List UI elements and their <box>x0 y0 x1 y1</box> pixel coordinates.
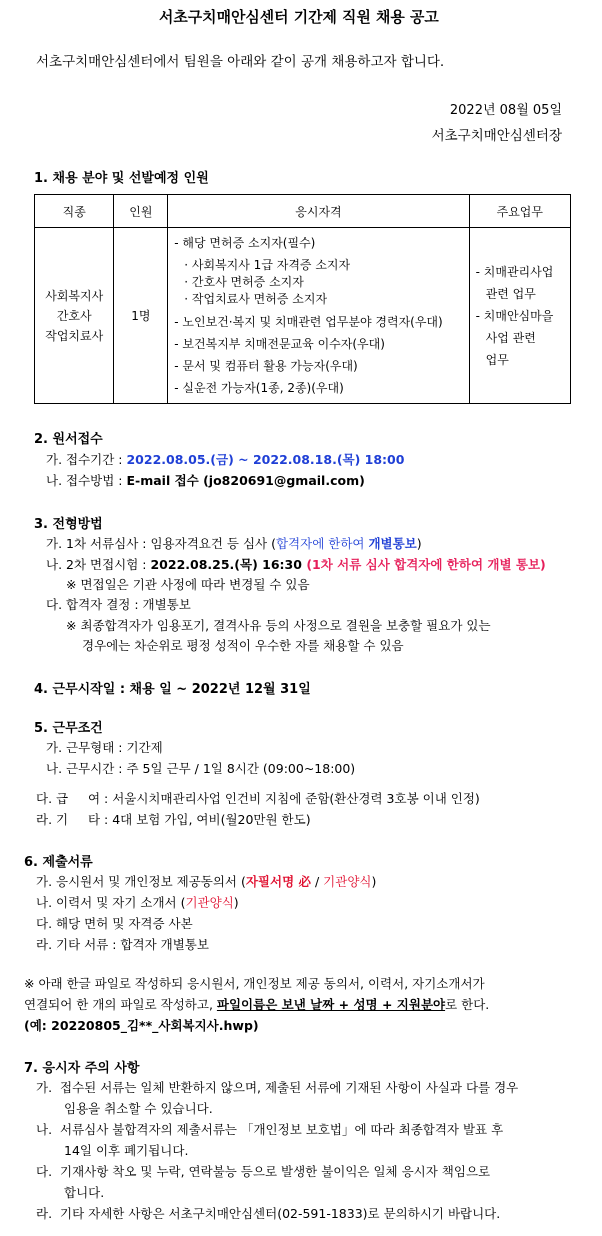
qualification-item: · 작업치료사 면허증 소지자 <box>184 292 328 306</box>
section-3-heading: 3. 전형방법 <box>34 517 103 532</box>
caution-3: 다. 기재사항 착오 및 누락, 연락불능 등으로 발생한 불이익은 일체 응시자 책임으로 <box>36 1164 491 1179</box>
file-note-1: ※ 아래 한글 파일로 작성하되 응시원서, 개인정보 제공 동의서, 이력서, 자기소개서가 <box>24 976 485 991</box>
table-header-row <box>35 195 571 228</box>
qualification-item: - 보건복지부 치매전문교육 이수자(우대) <box>174 337 385 351</box>
receipt-method <box>46 471 365 489</box>
table-row <box>35 228 571 404</box>
doc-license: 다. 해당 면허 및 자격증 사본 <box>36 916 193 931</box>
qualification-item: · 간호사 면허증 소지자 <box>184 275 304 289</box>
caution-3-cont: 합니다. <box>64 1185 105 1200</box>
job-cell <box>35 228 114 404</box>
job-item: 작업치료사 <box>45 328 104 343</box>
receipt-period-value: 2022.08.05.(금) ~ 2022.08.18.(목) 18:00 <box>126 452 405 467</box>
announcement-date: 2022년 08월 05일 <box>449 103 562 118</box>
doc-application <box>36 872 376 890</box>
work-type: 가. 근무형태 : 기간제 <box>46 740 163 755</box>
header-qualification: 응시자격 <box>168 195 469 228</box>
count-cell: 1명 <box>114 228 168 404</box>
caution-4: 라. 기타 자세한 사항은 서초구치매안심센터(02-591-1833)로 문의하시기 바랍니다. <box>36 1206 501 1221</box>
final-pass-note-cont: 경우에는 차순위로 평정 성적이 우수한 자를 채용할 수 있음 <box>82 638 404 653</box>
file-name-example: (예: 20220805_김**_사회복지사.hwp) <box>24 1018 259 1033</box>
qualification-cell <box>168 228 469 404</box>
doc-application-text: 가. 응시원서 및 개인정보 제공동의서 ( <box>36 874 246 889</box>
section-7-heading: 7. 응시자 주의 사항 <box>24 1061 140 1076</box>
screening-step-2-text: 나. 2차 면접시험 : <box>46 557 151 572</box>
header-duty: 주요업무 <box>469 195 570 228</box>
file-name-rule: 파일이름은 보낸 날짜 + 성명 + 지원분야 <box>216 997 446 1012</box>
interview-note: ※ 면접일은 기관 사정에 따라 변경될 수 있음 <box>66 577 310 592</box>
header-job: 직종 <box>35 195 114 228</box>
file-note-2-end: 로 한다. <box>445 997 490 1012</box>
caution-1: 가. 접수된 서류는 일체 반환하지 않으며, 제출된 서류에 기재된 사항이 사실과 다를 경우 <box>36 1080 519 1095</box>
receipt-period-label: 가. 접수기간 : <box>46 452 127 467</box>
duty-item: 사업 관련 <box>485 330 536 345</box>
duty-item: - 치매관리사업 <box>475 264 554 279</box>
screening-step-1-close: ) <box>416 536 422 551</box>
qualification-item: - 해당 면허증 소지자(필수) <box>174 236 316 250</box>
institution-form-2: 기관양식 <box>185 895 234 910</box>
doc-resume-close: ) <box>233 895 239 910</box>
other-conditions: 라. 기 타 : 4대 보험 가입, 여비(월20만원 한도) <box>36 812 311 827</box>
final-pass-note: ※ 최종합격자가 임용포기, 결격사유 등의 사정으로 결원을 보충할 필요가 있는 <box>66 618 491 633</box>
section-5-heading: 5. 근무조건 <box>34 721 103 736</box>
doc-other: 라. 기타 서류 : 합격자 개별통보 <box>36 937 209 952</box>
salary: 다. 급 여 : 서울시치매관리사업 인건비 지침에 준함(환산경력 3호봉 이내 인정) <box>36 791 480 806</box>
screening-step-1-note: 합격자에 한하여 <box>275 536 369 551</box>
doc-resume-text: 나. 이력서 및 자기 소개서 ( <box>36 895 186 910</box>
header-count: 인원 <box>114 195 168 228</box>
screening-step-1-notify: 개별통보 <box>368 536 417 551</box>
receipt-method-label: 나. 접수방법 : <box>46 473 127 488</box>
screening-step-1-text: 가. 1차 서류심사 : 임용자격요건 등 심사 ( <box>46 536 276 551</box>
caution-2-cont: 14일 이후 폐기됩니다. <box>64 1143 189 1158</box>
signature-required: 자필서명 必 <box>245 874 311 889</box>
recruitment-table <box>34 194 571 404</box>
duty-item: - 치매안심마을 <box>475 308 554 323</box>
qualification-item: - 노인보건·복지 및 치매관련 업무분야 경력자(우대) <box>174 315 443 329</box>
doc-resume <box>36 893 239 911</box>
file-note-2 <box>24 995 489 1013</box>
job-item: 간호사 <box>56 308 92 323</box>
duty-item: 관련 업무 <box>485 286 536 301</box>
page-title: 서초구치매안심센터 기간제 직원 채용 공고 <box>159 8 439 26</box>
doc-application-close: ) <box>371 874 377 889</box>
institution-form-1: 기관양식 <box>323 874 372 889</box>
screening-step-3: 다. 합격자 결정 : 개별통보 <box>46 597 191 612</box>
caution-2: 나. 서류심사 불합격자의 제출서류는 「개인정보 보호법」에 따라 최종합격자 발표 후 <box>36 1122 504 1137</box>
section-2-heading: 2. 원서접수 <box>34 432 103 447</box>
receipt-method-value: E-mail 접수 (jo820691@gmail.com) <box>126 473 365 488</box>
qualification-item: - 실운전 가능자(1종, 2종)(우대) <box>174 381 344 395</box>
interview-datetime: 2022.08.25.(목) 16:30 <box>150 557 307 572</box>
receipt-period <box>46 450 404 468</box>
section-1-heading: 1. 채용 분야 및 선발예정 인원 <box>34 171 209 186</box>
caution-1-cont: 임용을 취소할 수 있습니다. <box>64 1101 213 1116</box>
doc-application-sep: / <box>311 874 324 889</box>
section-6-heading: 6. 제출서류 <box>24 855 93 870</box>
section-4-heading: 4. 근무시작일 : 채용 일 ~ 2022년 12월 31일 <box>34 682 311 697</box>
duty-item: 업무 <box>485 352 509 367</box>
screening-step-2-note: (1차 서류 심사 합격자에 한하여 개별 통보) <box>306 557 546 572</box>
organization-name: 서초구치매안심센터장 <box>431 128 562 144</box>
duty-cell <box>469 228 570 404</box>
job-item: 사회복지사 <box>45 288 104 303</box>
work-hours: 나. 근무시간 : 주 5일 근무 / 1일 8시간 (09:00~18:00) <box>46 761 356 776</box>
intro-text: 서초구치매안심센터에서 팀원을 아래와 같이 공개 채용하고자 합니다. <box>36 54 445 70</box>
qualification-item: · 사회복지사 1급 자격증 소지자 <box>184 258 351 272</box>
file-note-2-text: 연결되어 한 개의 파일로 작성하고, <box>24 997 217 1012</box>
qualification-item: - 문서 및 컴퓨터 활용 가능자(우대) <box>174 359 358 373</box>
screening-step-1 <box>46 534 422 552</box>
screening-step-2 <box>46 555 546 573</box>
